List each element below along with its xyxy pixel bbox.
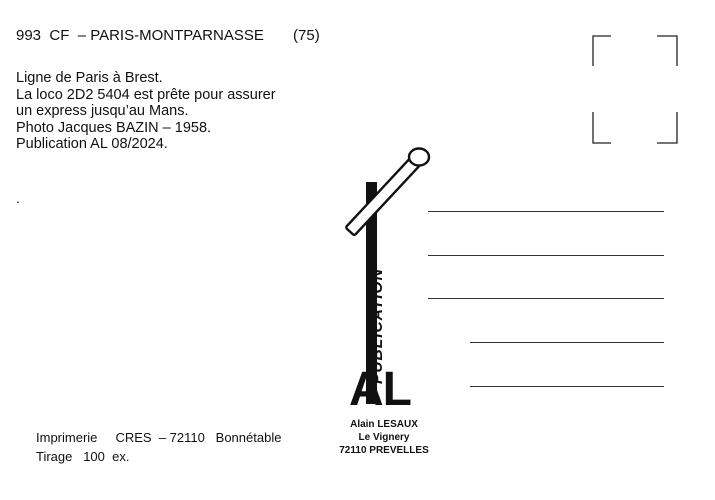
description-line: un express jusqu’au Mans. [16, 103, 189, 119]
address-line [428, 211, 664, 212]
printer-line: Imprimerie CRES – 72110 Bonnétable [36, 430, 282, 445]
publisher-address [330, 418, 438, 457]
description-line: Ligne de Paris à Brest. [16, 70, 163, 86]
publisher-name: Alain LESAUX [350, 419, 418, 430]
logo-publication-text: PUBLICATION [369, 268, 386, 384]
print-run: Tirage 100 ex. [36, 449, 130, 464]
address-line [428, 255, 664, 256]
description-line: Publication AL 08/2024. [16, 136, 168, 152]
address-line [470, 386, 664, 387]
description-line: La loco 2D2 5404 est prête pour assurer [16, 86, 276, 103]
stray-dot: . [16, 190, 20, 206]
publisher-place: Le Vignery [358, 432, 410, 443]
stamp-corner-marks-icon [593, 36, 677, 143]
address-line [470, 342, 664, 343]
printer-info [36, 428, 281, 466]
card-title: 993 CF – PARIS-MONTPARNASSE (75) [16, 27, 320, 44]
address-line [428, 298, 664, 299]
description-line: Photo Jacques BAZIN – 1958. [16, 119, 212, 136]
logo-al-text: AL [349, 363, 411, 416]
publisher-town: 72110 PREVELLES [339, 445, 429, 456]
